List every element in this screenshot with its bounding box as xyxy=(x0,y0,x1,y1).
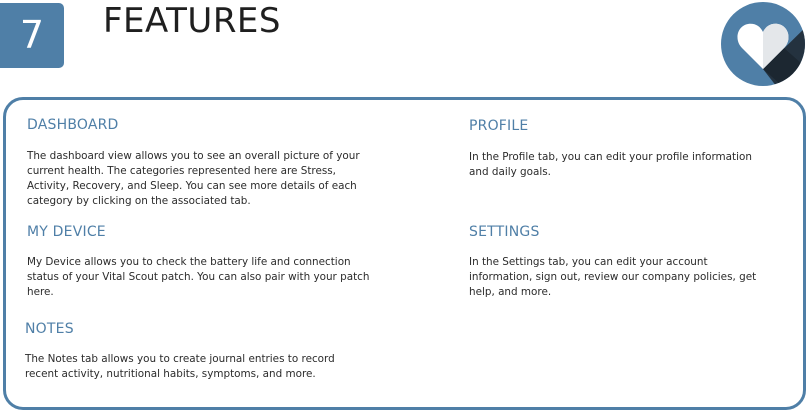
section-heading: PROFILE xyxy=(469,118,529,134)
section-notes xyxy=(25,320,370,382)
heart-icon xyxy=(720,1,806,87)
section-dashboard xyxy=(27,116,372,209)
section-description: In the Settings tab, you can edit your account information, sign out, review our company policies, get help, and more. xyxy=(469,256,757,298)
page-number-badge: 7 xyxy=(0,3,64,68)
section-settings xyxy=(469,223,769,300)
section-heading: NOTES xyxy=(25,321,74,337)
section-heading: MY DEVICE xyxy=(27,224,106,240)
section-profile xyxy=(469,117,769,180)
section-heading: SETTINGS xyxy=(469,224,540,240)
section-description: In the Profile tab, you can edit your profile information and daily goals. xyxy=(469,151,752,178)
section-my-device xyxy=(27,223,372,300)
section-heading: DASHBOARD xyxy=(27,117,119,133)
section-description: The Notes tab allows you to create journal entries to record recent activity, nutritional habits, symptoms, and more. xyxy=(25,353,335,380)
section-description: The dashboard view allows you to see an overall picture of your current health. The categories represented here are Stress, Activity, Recovery, and Sleep. You can see more details of each category by clicking on the associated tab. xyxy=(27,150,360,207)
page-title: FEATURES xyxy=(103,1,282,41)
section-description: My Device allows you to check the battery life and connection status of your Vital Scout patch. You can also pair with your patch here. xyxy=(27,256,370,298)
